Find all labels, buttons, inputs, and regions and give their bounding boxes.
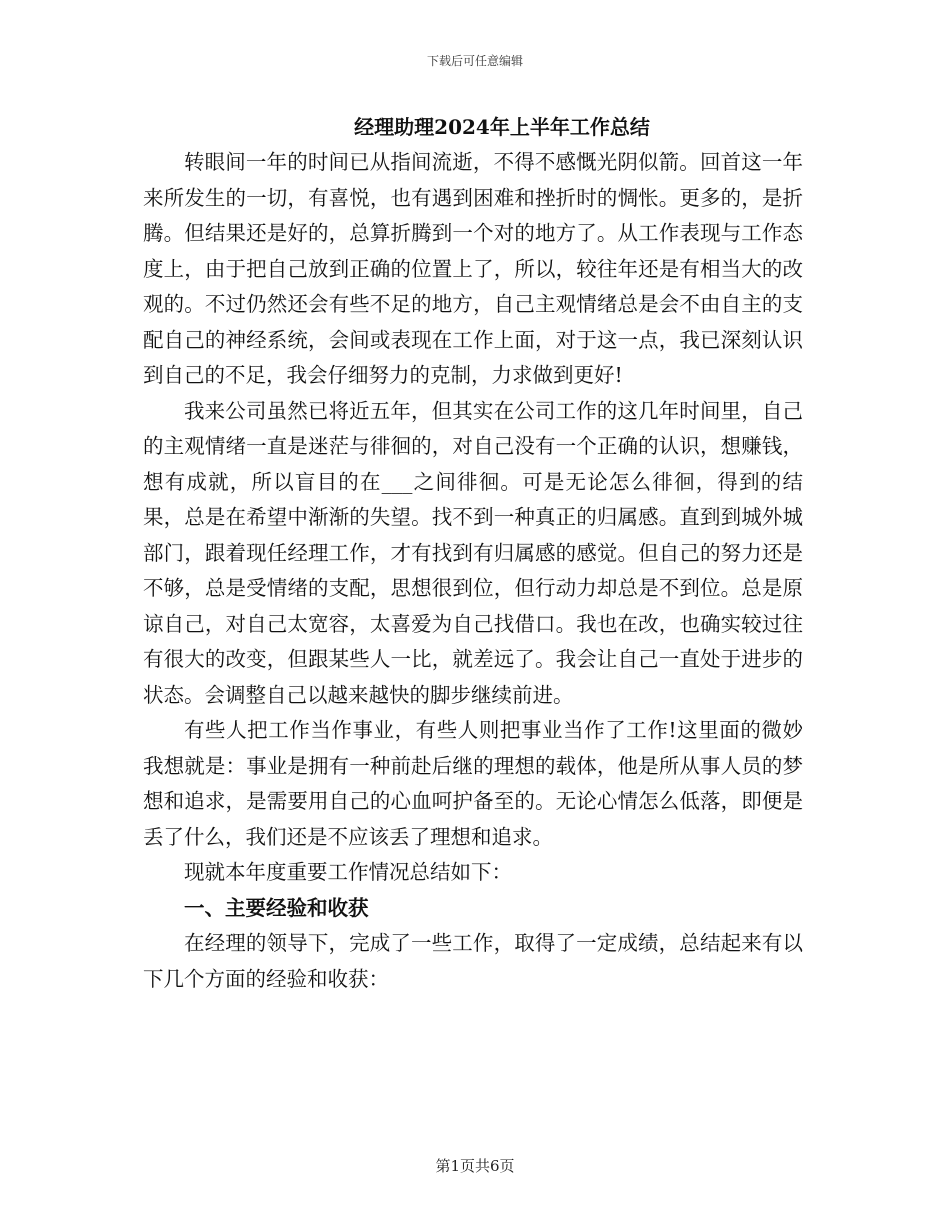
page-footer: 第1页共6页 bbox=[435, 1157, 515, 1175]
paragraph-career: 我来公司虽然已将近五年，但其实在公司工作的这几年时间里，自己的主观情绪一直是迷茫与徘徊的，对自己没有一个正确的认识，想赚钱，想有成就，所以盲目的在___之间徘徊。可是无论怎么徘徊，得到的结果，总是在希望中渐渐的失望。找不到一种真正的归属感。直到到城外城部门，跟着现任经理工作，才有找到有归属感的感觉。但自己的努力还是不够，总是受情绪的支配，思想很到位，但行动力却总是不到位。总是原谅自己，对自己太宽容，太喜爱为自己找借口。我也在改，也确实较过往有很大的改变，但跟某些人一比，就差远了。我会让自己一直处于进步的状态。会调整自己以越来越快的脚步继续前进。 bbox=[143, 398, 803, 707]
document-title: 经理助理2024年上半年工作总结 bbox=[354, 115, 650, 139]
paragraph-ideals: 有些人把工作当作事业，有些人则把事业当作了工作!这里面的微妙我想就是：事业是拥有一种前赴后继的理想的载体，他是所从事人员的梦想和追求，是需要用自己的心血呵护备至的。无论心情怎么低落，即便是丢了什么，我们还是不应该丢了理想和追求。 bbox=[143, 718, 803, 849]
paragraph-section-body: 在经理的领导下，完成了一些工作，取得了一定成绩，总结起来有以下几个方面的经验和收获： bbox=[143, 931, 803, 991]
page-header: 下载后可任意编辑 bbox=[426, 54, 523, 68]
section-heading: 一、主要经验和收获 bbox=[184, 895, 369, 920]
paragraph-intro: 转眼间一年的时间已从指间流逝，不得不感慨光阴似箭。回首这一年来所发生的一切，有喜悦，也有遇到困难和挫折时的惆怅。更多的，是折腾。但结果还是好的，总算折腾到一个对的地方了。从工作表现与工作态度上，由于把自己放到正确的位置上了，所以，较往年还是有相当大的改观的。不过仍然还会有些不足的地方，自己主观情绪总是会不由自主的支配自己的神经系统，会间或表现在工作上面，对于这一点，我已深刻认识到自己的不足，我会仔细努力的克制，力求做到更好! bbox=[143, 150, 803, 387]
paragraph-summary-intro: 现就本年度重要工作情况总结如下： bbox=[184, 860, 512, 884]
document-body bbox=[143, 145, 803, 997]
